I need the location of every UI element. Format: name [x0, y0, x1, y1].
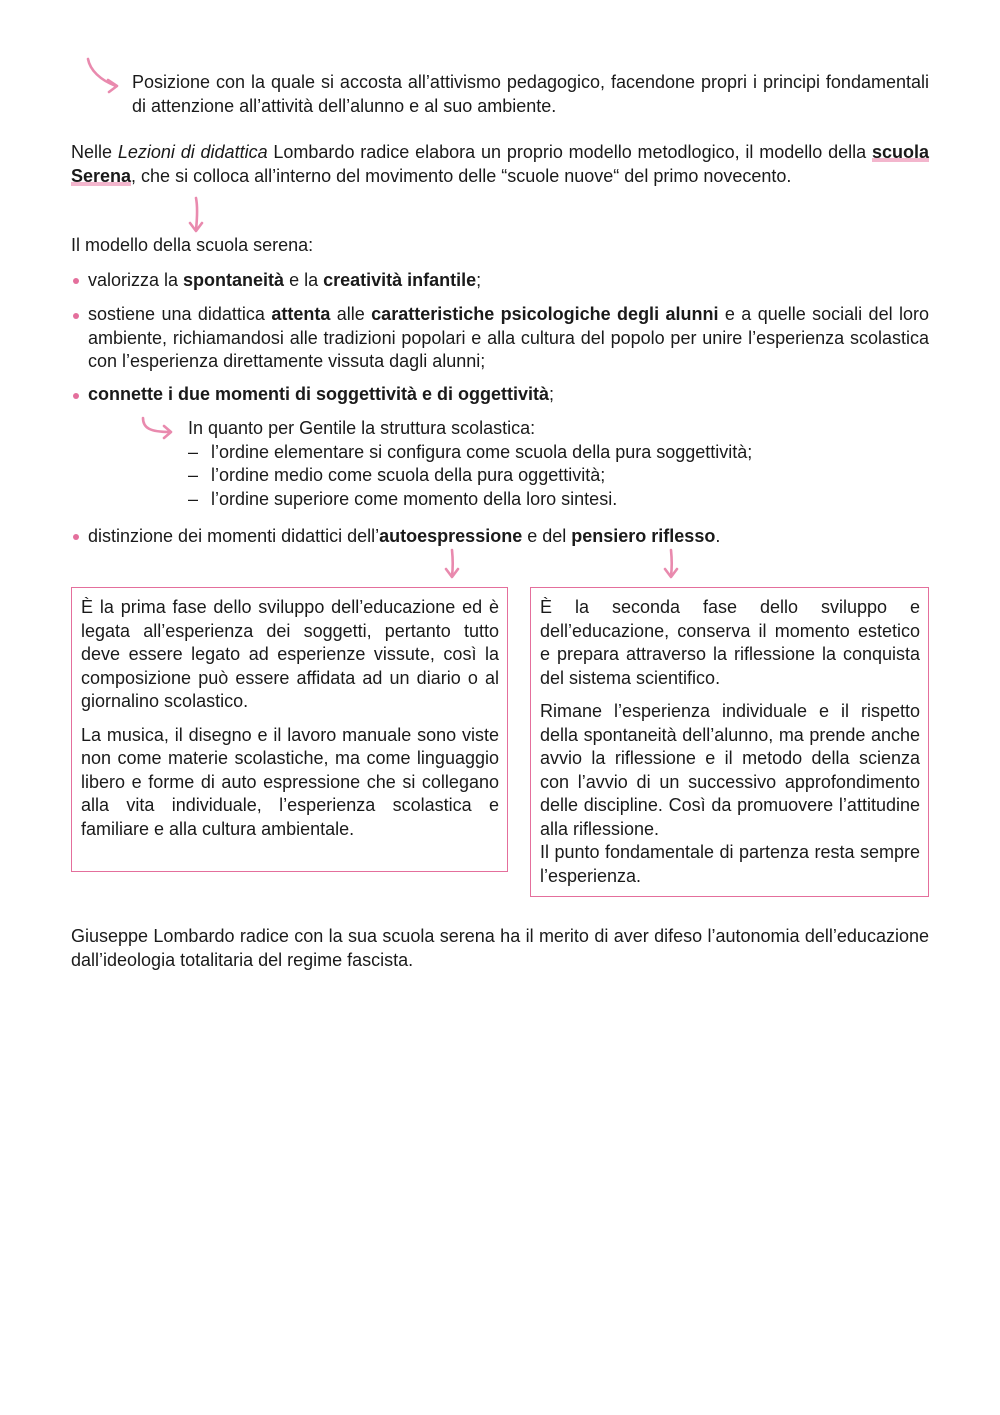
- bullet-item: [88, 383, 929, 407]
- gentile-item: l’ordine elementare si configura come scuola della pura soggettività;: [211, 442, 753, 462]
- box-paragraph: La musica, il disegno e il lavoro manuale sono viste non come materie scolastiche, ma come linguaggio libero e forme di auto espressione che si collegano alla vita individuale, l’esperienza scolastica e familiare e alla cultura ambientale.: [81, 724, 499, 839]
- bullet-text: e la: [284, 270, 324, 290]
- curved-arrow-icon: [84, 56, 124, 96]
- bullet-dot-icon: [73, 313, 79, 319]
- bullet-item: [88, 525, 929, 549]
- down-arrow-icon: [442, 548, 464, 582]
- box-pensiero-riflesso: [530, 587, 929, 897]
- down-arrow-icon: [186, 196, 208, 236]
- box-paragraph: Rimane l’esperienza individuale e il rispetto della spontaneità dell’alunno, ma prende anche avvio la riflessione e il metodo della scienza con l’avvio di un successivo approfondimento delle discipline. Così da promuovere l’attitudine alla riflessione.: [540, 701, 920, 839]
- intro-text: Posizione con la quale si accosta all’attivismo pedagogico, facendone propri i principi fondamentali di attenzione all’attività dell’alunno e al suo ambiente.: [132, 72, 929, 116]
- bullet-text: valorizza la: [88, 270, 184, 290]
- bullet-text: e del: [522, 526, 572, 546]
- box-paragraph: È la prima fase dello sviluppo dell’educazione ed è legata all’esperienza dei soggetti, pertanto tutto deve essere legato ad esperienze vissute, così la composizione può essere affidata ad un diario o al giornalino scolastico.: [81, 597, 499, 711]
- bullet-text: e a quelle sociali del loro ambiente, richiamandosi alle tradizioni popolari e alla cultura del popolo per unire l’esperienza scolastica con l’esperienza direttamente vissuta dagli alunni;: [88, 304, 929, 371]
- model-heading: Il modello della scuola serena:: [71, 235, 314, 255]
- bullet-item: [88, 269, 929, 293]
- gentile-item: l’ordine medio come scuola della pura oggettività;: [211, 465, 606, 485]
- down-arrow-icon: [661, 548, 683, 582]
- bullet-text: ;: [549, 384, 555, 404]
- dash-marker: –: [188, 489, 199, 509]
- paragraph-text: Nelle: [71, 142, 118, 162]
- gentile-heading: In quanto per Gentile la struttura scolastica:: [188, 418, 536, 438]
- book-title: Lezioni di didattica: [117, 142, 268, 162]
- dash-marker: –: [188, 442, 199, 462]
- box-paragraph: Il punto fondamentale di partenza resta sempre l’esperienza.: [540, 842, 920, 886]
- conclusion-paragraph: Giuseppe Lombardo radice con la sua scuola serena ha il merito di aver difeso l’autonomia dell’educazione dall’ideologia totalitaria del regime fascista.: [71, 926, 929, 970]
- bullet-bold: spontaneità: [183, 270, 285, 290]
- bullet-bold: attenta: [271, 304, 331, 324]
- bullet-bold: autoespressione: [379, 526, 523, 546]
- dash-marker: –: [188, 465, 199, 485]
- box-autoespressione: [71, 587, 508, 872]
- highlight-scuola-serena: scuola Serena: [71, 142, 929, 186]
- bullet-item: [88, 303, 929, 374]
- box-paragraph: È la seconda fase dello sviluppo e dell’educazione, conserva il momento estetico e prepara attraverso la riflessione la conquista del sistema scientifico.: [540, 597, 920, 688]
- bullet-text: sostiene una didattica: [88, 304, 272, 324]
- bullet-bold: creatività infantile: [323, 270, 477, 290]
- bullet-text: distinzione dei momenti didattici dell’: [88, 526, 380, 546]
- bullet-bold: caratteristiche psicologiche degli alunni: [371, 304, 719, 324]
- paragraph-lezioni: [71, 141, 929, 188]
- bullet-bold: connette i due momenti di soggettività e di oggettività: [88, 384, 550, 404]
- bullet-dot-icon: [73, 393, 79, 399]
- bullet-dot-icon: [73, 278, 79, 284]
- bullet-bold: pensiero riflesso: [571, 526, 716, 546]
- bullet-text: alle: [330, 304, 372, 324]
- paragraph-text: Lombardo radice elabora un proprio modello metodlogico, il modello della: [267, 142, 872, 162]
- paragraph-text: , che si colloca all’interno del movimento delle “scuole nuove“ del primo novecento.: [131, 165, 792, 186]
- bullet-text: ;: [476, 270, 482, 290]
- bullet-dot-icon: [73, 534, 79, 540]
- bullet-text: .: [715, 526, 721, 546]
- gentile-item: l’ordine superiore come momento della loro sintesi.: [211, 489, 618, 509]
- curved-arrow-icon: [140, 416, 176, 442]
